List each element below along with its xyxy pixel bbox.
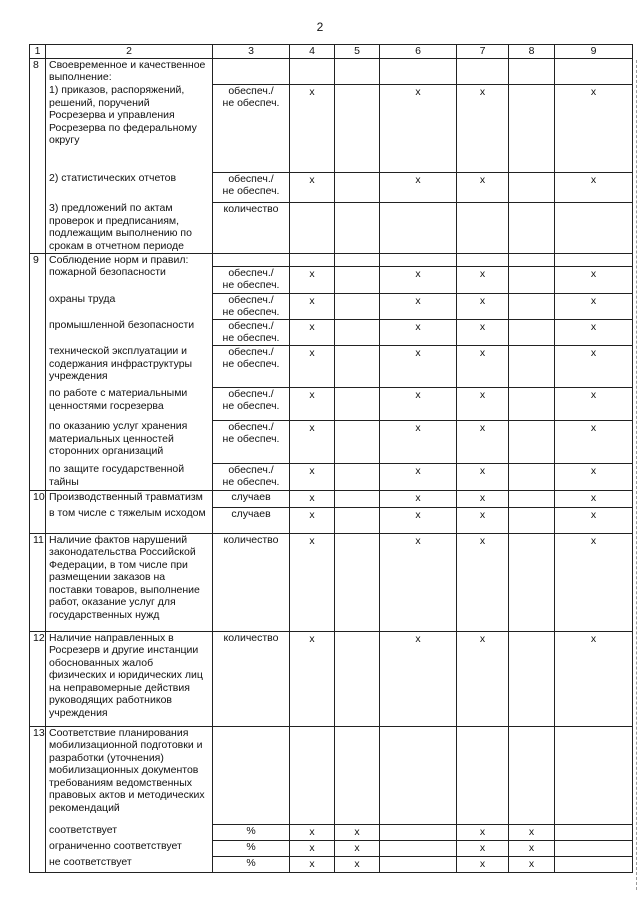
- row-number: 12: [30, 631, 46, 726]
- empty-cell: [509, 631, 555, 726]
- empty-cell: [335, 319, 380, 345]
- empty-cell: [335, 420, 380, 463]
- empty-cell: [335, 387, 380, 420]
- indicator-label: Наличие фактов нарушений законодательства Российской Федерации, в том числе при размещении заказов на поставки товаров, выполнение работ, оказание услуг для государственных нужд: [46, 533, 213, 631]
- x-mark: x: [555, 387, 633, 420]
- unit-cell: обеспеч./ не обеспеч.: [213, 345, 290, 387]
- row-number: 11: [30, 533, 46, 631]
- x-mark: x: [555, 490, 633, 507]
- empty-cell: [290, 726, 335, 824]
- indicator-label: 2) статистических отчетов: [46, 172, 213, 202]
- x-mark: x: [335, 840, 380, 856]
- empty-cell: [509, 172, 555, 202]
- x-mark: x: [380, 172, 457, 202]
- table-row: [30, 58, 633, 84]
- x-mark: x: [457, 84, 509, 172]
- x-mark: x: [290, 345, 335, 387]
- x-mark: x: [290, 824, 335, 840]
- x-mark: x: [457, 345, 509, 387]
- x-mark: x: [290, 266, 335, 293]
- empty-cell: [509, 319, 555, 345]
- x-mark: x: [290, 387, 335, 420]
- indicator-label: Производственный травматизм: [46, 490, 213, 507]
- empty-cell: [509, 507, 555, 533]
- x-mark: x: [380, 387, 457, 420]
- x-mark: x: [457, 507, 509, 533]
- x-mark: x: [457, 266, 509, 293]
- row-number: 10: [30, 490, 46, 533]
- empty-cell: [509, 726, 555, 824]
- header-row: [30, 45, 633, 59]
- x-mark: x: [380, 533, 457, 631]
- empty-cell: [509, 345, 555, 387]
- indicator-label: пожарной безопасности: [46, 266, 213, 293]
- empty-cell: [335, 253, 380, 266]
- x-mark: x: [555, 463, 633, 490]
- table-row: [30, 856, 633, 872]
- empty-cell: [335, 58, 380, 84]
- x-mark: x: [380, 507, 457, 533]
- unit-cell: обеспеч./ не обеспеч.: [213, 387, 290, 420]
- unit-cell: обеспеч./ не обеспеч.: [213, 463, 290, 490]
- empty-cell: [335, 293, 380, 319]
- indicator-label: ограниченно соответствует: [46, 840, 213, 856]
- x-mark: x: [335, 824, 380, 840]
- x-mark: x: [457, 293, 509, 319]
- empty-cell: [335, 84, 380, 172]
- empty-cell: [555, 824, 633, 840]
- empty-cell: [213, 726, 290, 824]
- unit-cell: обеспеч./ не обеспеч.: [213, 84, 290, 172]
- empty-cell: [380, 856, 457, 872]
- empty-cell: [555, 840, 633, 856]
- table-row: [30, 631, 633, 726]
- x-mark: x: [457, 856, 509, 872]
- empty-cell: [335, 463, 380, 490]
- empty-cell: [380, 824, 457, 840]
- empty-cell: [335, 631, 380, 726]
- indicator-label: 3) предложений по актам проверок и предписаниям, подлежащим выполнению по срокам в отчетном периоде: [46, 202, 213, 253]
- indicator-label: промышленной безопасности: [46, 319, 213, 345]
- x-mark: x: [380, 463, 457, 490]
- row-number: 9: [30, 253, 46, 490]
- empty-cell: [509, 387, 555, 420]
- x-mark: x: [555, 345, 633, 387]
- empty-cell: [380, 253, 457, 266]
- col-header: 2: [46, 45, 213, 59]
- x-mark: x: [457, 463, 509, 490]
- indicator-label: по работе с материальными ценностями госрезерва: [46, 387, 213, 420]
- unit-cell: случаев: [213, 507, 290, 533]
- row-number: 13: [30, 726, 46, 872]
- empty-cell: [555, 856, 633, 872]
- col-header: 4: [290, 45, 335, 59]
- empty-cell: [335, 726, 380, 824]
- table-row: [30, 533, 633, 631]
- unit-cell: обеспеч./ не обеспеч.: [213, 319, 290, 345]
- x-mark: x: [457, 387, 509, 420]
- x-mark: x: [290, 490, 335, 507]
- x-mark: x: [555, 631, 633, 726]
- empty-cell: [335, 490, 380, 507]
- empty-cell: [509, 293, 555, 319]
- empty-cell: [213, 253, 290, 266]
- empty-cell: [290, 58, 335, 84]
- empty-cell: [457, 202, 509, 253]
- empty-cell: [335, 172, 380, 202]
- x-mark: x: [380, 490, 457, 507]
- indicator-label: по оказанию услуг хранения материальных ценностей сторонних организаций: [46, 420, 213, 463]
- x-mark: x: [509, 840, 555, 856]
- table-row: [30, 420, 633, 463]
- indicator-label: соответствует: [46, 824, 213, 840]
- col-header: 6: [380, 45, 457, 59]
- indicator-label: охраны труда: [46, 293, 213, 319]
- empty-cell: [290, 253, 335, 266]
- x-mark: x: [290, 533, 335, 631]
- indicator-label: 1) приказов, распоряжений, решений, поручений Росрезерва и управления Росрезерва по федеральному округу: [46, 84, 213, 172]
- x-mark: x: [290, 319, 335, 345]
- empty-cell: [555, 58, 633, 84]
- unit-cell: %: [213, 840, 290, 856]
- table-row: [30, 84, 633, 172]
- x-mark: x: [509, 824, 555, 840]
- x-mark: x: [457, 533, 509, 631]
- x-mark: x: [555, 293, 633, 319]
- x-mark: x: [555, 533, 633, 631]
- table-row: [30, 507, 633, 533]
- col-header: 5: [335, 45, 380, 59]
- indicator-label: в том числе с тяжелым исходом: [46, 507, 213, 533]
- col-header: 8: [509, 45, 555, 59]
- x-mark: x: [290, 293, 335, 319]
- x-mark: x: [290, 420, 335, 463]
- table-row: [30, 726, 633, 824]
- row-title: Соблюдение норм и правил:: [46, 253, 213, 266]
- x-mark: x: [290, 463, 335, 490]
- unit-cell: %: [213, 824, 290, 840]
- table-body: [30, 58, 633, 872]
- empty-cell: [380, 58, 457, 84]
- empty-cell: [457, 253, 509, 266]
- empty-cell: [457, 726, 509, 824]
- x-mark: x: [380, 420, 457, 463]
- empty-cell: [335, 533, 380, 631]
- table-row: [30, 824, 633, 840]
- unit-cell: обеспеч./ не обеспеч.: [213, 266, 290, 293]
- empty-cell: [380, 202, 457, 253]
- x-mark: x: [335, 856, 380, 872]
- table-row: [30, 266, 633, 293]
- empty-cell: [335, 507, 380, 533]
- empty-cell: [335, 202, 380, 253]
- indicator-label: технической эксплуатации и содержания инфраструктуры учреждения: [46, 345, 213, 387]
- x-mark: x: [380, 293, 457, 319]
- empty-cell: [509, 266, 555, 293]
- empty-cell: [555, 202, 633, 253]
- table-row: [30, 172, 633, 202]
- indicator-table: [29, 44, 633, 873]
- x-mark: x: [290, 507, 335, 533]
- table-row: [30, 387, 633, 420]
- unit-cell: количество: [213, 631, 290, 726]
- page-number: 2: [316, 20, 324, 34]
- x-mark: x: [380, 319, 457, 345]
- x-mark: x: [555, 507, 633, 533]
- empty-cell: [509, 490, 555, 507]
- x-mark: x: [457, 631, 509, 726]
- x-mark: x: [555, 266, 633, 293]
- empty-cell: [213, 58, 290, 84]
- empty-cell: [290, 202, 335, 253]
- row-number: 8: [30, 58, 46, 253]
- empty-cell: [457, 58, 509, 84]
- unit-cell: количество: [213, 202, 290, 253]
- x-mark: x: [380, 84, 457, 172]
- row-title: Своевременное и качественное выполнение:: [46, 58, 213, 84]
- empty-cell: [335, 345, 380, 387]
- table-row: [30, 463, 633, 490]
- table-row: [30, 319, 633, 345]
- x-mark: x: [290, 840, 335, 856]
- x-mark: x: [290, 172, 335, 202]
- indicator-label: по защите государственной тайны: [46, 463, 213, 490]
- x-mark: x: [555, 172, 633, 202]
- table-row: [30, 840, 633, 856]
- indicator-label: не соответствует: [46, 856, 213, 872]
- x-mark: x: [290, 631, 335, 726]
- x-mark: x: [457, 490, 509, 507]
- x-mark: x: [509, 856, 555, 872]
- table-row: [30, 293, 633, 319]
- indicator-label: Наличие направленных в Росрезерв и другие инстанции обоснованных жалоб физических и юридических лиц на неправомерные действия руководящих работников учреждения: [46, 631, 213, 726]
- x-mark: x: [380, 345, 457, 387]
- x-mark: x: [290, 84, 335, 172]
- col-header: 7: [457, 45, 509, 59]
- unit-cell: обеспеч./ не обеспеч.: [213, 293, 290, 319]
- empty-cell: [555, 253, 633, 266]
- empty-cell: [555, 726, 633, 824]
- unit-cell: количество: [213, 533, 290, 631]
- x-mark: x: [457, 420, 509, 463]
- col-header: 1: [30, 45, 46, 59]
- empty-cell: [509, 463, 555, 490]
- empty-cell: [509, 253, 555, 266]
- x-mark: x: [457, 840, 509, 856]
- empty-cell: [509, 58, 555, 84]
- unit-cell: обеспеч./ не обеспеч.: [213, 420, 290, 463]
- unit-cell: обеспеч./ не обеспеч.: [213, 172, 290, 202]
- x-mark: x: [457, 319, 509, 345]
- table-row: [30, 490, 633, 507]
- x-mark: x: [555, 319, 633, 345]
- unit-cell: %: [213, 856, 290, 872]
- empty-cell: [380, 840, 457, 856]
- col-header: 3: [213, 45, 290, 59]
- row-title: Соответствие планирования мобилизационной подготовки и разработки (уточнения) мобилизационных документов требованиям ведомственных правовых актов и методических рекомендаций: [46, 726, 213, 824]
- empty-cell: [509, 84, 555, 172]
- table-row: [30, 253, 633, 266]
- x-mark: x: [457, 172, 509, 202]
- empty-cell: [509, 202, 555, 253]
- x-mark: x: [380, 631, 457, 726]
- unit-cell: случаев: [213, 490, 290, 507]
- col-header: 9: [555, 45, 633, 59]
- empty-cell: [335, 266, 380, 293]
- scan-edge-line: [635, 60, 637, 890]
- x-mark: x: [380, 266, 457, 293]
- x-mark: x: [457, 824, 509, 840]
- x-mark: x: [555, 84, 633, 172]
- table-row: [30, 202, 633, 253]
- empty-cell: [509, 420, 555, 463]
- x-mark: x: [555, 420, 633, 463]
- x-mark: x: [290, 856, 335, 872]
- table-row: [30, 345, 633, 387]
- empty-cell: [380, 726, 457, 824]
- empty-cell: [509, 533, 555, 631]
